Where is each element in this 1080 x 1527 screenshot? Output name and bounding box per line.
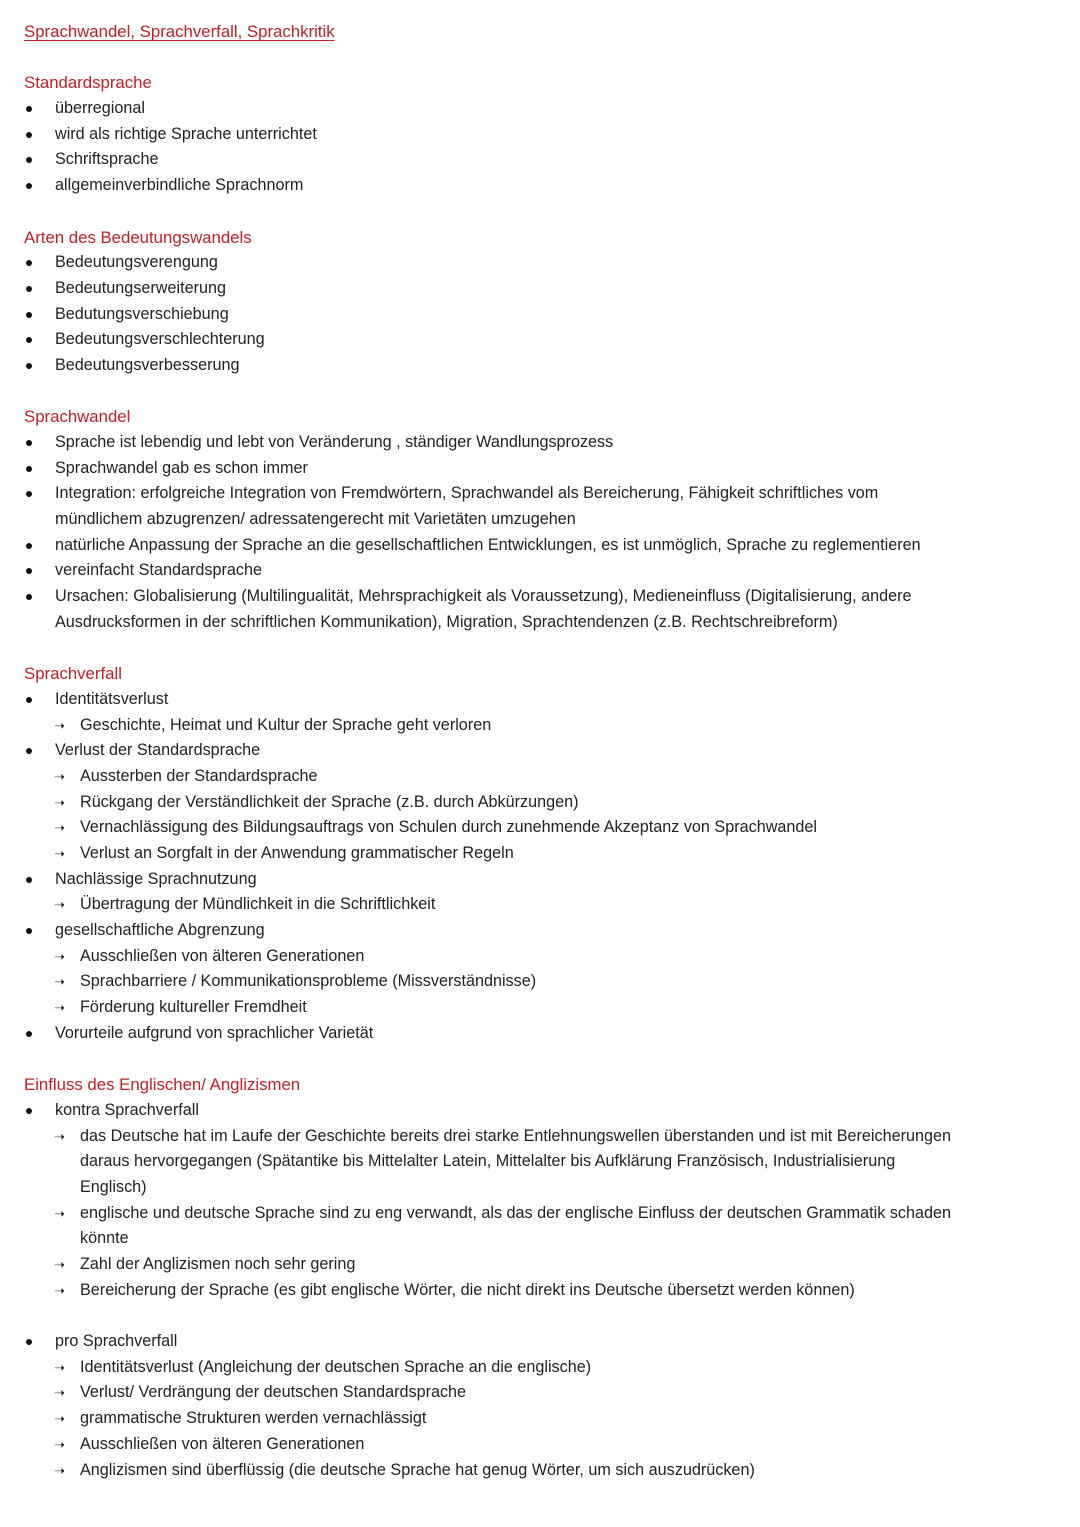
item-text: Ausschließen von älteren Generationen (80, 946, 365, 965)
item-text: kontra Sprachverfall (55, 1100, 199, 1119)
item-text: Schriftsprache (55, 150, 159, 169)
arrow-right-icon: ➝ (54, 974, 65, 990)
bullet-item (0, 867, 1080, 893)
spacer (0, 379, 1080, 405)
spacer (0, 1047, 1080, 1073)
document-title: Sprachwandel, Sprachverfall, Sprachkritik (24, 22, 335, 41)
item-text: Rückgang der Verständlichkeit der Sprache (z.B. durch Abkürzungen) (80, 792, 579, 811)
item-text: wird als richtige Sprache unterrichtet (55, 124, 317, 143)
bullet-item (0, 507, 1080, 533)
arrow-right-icon: ➝ (54, 1128, 65, 1144)
arrow-right-icon: ➝ (54, 717, 65, 733)
item-text: Ursachen: Globalisierung (Multilingualität, Mehrsprachigkeit als Voraussetzung), Medieneinfluss (Digitalisierung, andere (55, 587, 912, 606)
item-text: Nachlässige Sprachnutzung (55, 869, 257, 888)
bullet-icon (26, 106, 32, 112)
item-text: allgemeinverbindliche Sprachnorm (55, 176, 304, 195)
item-text: Übertragung der Mündlichkeit in die Schriftlichkeit (80, 895, 436, 914)
item-text: Verlust/ Verdrängung der deutschen Standardsprache (80, 1383, 467, 1402)
item-text: pro Sprachverfall (55, 1332, 178, 1351)
bullet-item (0, 1021, 1080, 1047)
arrow-right-icon: ➝ (54, 768, 65, 784)
arrow-right-icon: ➝ (54, 1462, 65, 1478)
section (0, 661, 1080, 1046)
bullet-icon (26, 568, 32, 574)
bullet-item (0, 276, 1080, 302)
bullet-item (0, 918, 1080, 944)
arrow-item (0, 764, 1080, 790)
section (0, 70, 1080, 198)
bullet-icon (26, 466, 32, 472)
arrow-item (0, 969, 1080, 995)
section-heading: Einfluss des Englischen/ Anglizismen (24, 1075, 301, 1095)
bullet-icon (26, 337, 32, 343)
arrow-item (0, 1149, 1080, 1175)
bullet-icon (26, 928, 32, 934)
bullet-item (0, 1329, 1080, 1355)
bullet-item (0, 250, 1080, 276)
bullet-item (0, 302, 1080, 328)
bullet-icon (26, 697, 32, 703)
spacer (0, 45, 1080, 71)
bullet-item (0, 353, 1080, 379)
bullet-item (0, 173, 1080, 199)
item-text: könnte (80, 1229, 129, 1248)
bullet-item (0, 122, 1080, 148)
spacer (0, 199, 1080, 225)
arrow-right-icon: ➝ (54, 820, 65, 836)
item-text: das Deutsche hat im Laufe der Geschichte bereits drei starke Entlehnungswellen überstanden und ist mit Bereicherungen (80, 1126, 952, 1145)
item-text: Bereicherung der Sprache (es gibt englische Wörter, die nicht direkt ins Deutsche übersetzt werden können) (80, 1280, 855, 1299)
sections (0, 45, 1080, 1484)
arrow-item (0, 892, 1080, 918)
arrow-item (0, 1278, 1080, 1304)
bullet-item (0, 430, 1080, 456)
arrow-item (0, 1458, 1080, 1484)
item-text: Sprachbarriere / Kommunikationsprobleme (Missverständnisse) (80, 972, 537, 991)
arrow-item (0, 841, 1080, 867)
item-text: englische und deutsche Sprache sind zu eng verwandt, als das der englische Einfluss der deutschen Grammatik schaden (80, 1203, 952, 1222)
item-text: Bedeutungsverschlechterung (55, 330, 265, 349)
bullet-item (0, 96, 1080, 122)
item-text: Ausdrucksformen in der schriftlichen Kommunikation), Migration, Sprachtendenzen (z.B. Rechtschreibreform) (55, 612, 838, 631)
item-text: Vernachlässigung des Bildungsauftrags von Schulen durch zunehmende Akzeptanz von Sprachwandel (80, 818, 818, 837)
bullet-item (0, 687, 1080, 713)
bullet-icon (26, 877, 32, 883)
bullet-item (0, 481, 1080, 507)
bullet-item (0, 738, 1080, 764)
arrow-item (0, 790, 1080, 816)
item-text: natürliche Anpassung der Sprache an die gesellschaftlichen Entwicklungen, es ist unmöglich, Sprache zu reglementieren (55, 535, 921, 554)
item-text: Verlust an Sorgfalt in der Anwendung grammatischer Regeln (80, 844, 514, 862)
spacer (0, 1303, 1080, 1329)
arrow-right-icon: ➝ (54, 1000, 65, 1016)
bullet-item (0, 533, 1080, 559)
bullet-icon (26, 1108, 32, 1114)
section-heading: Arten des Bedeutungswandels (24, 227, 252, 247)
arrow-right-icon: ➝ (54, 1436, 65, 1452)
spacer (0, 636, 1080, 662)
item-text: Identitätsverlust (Angleichung der deutschen Sprache an die englische) (80, 1357, 592, 1376)
item-text: mündlichem abzugrenzen/ adressatengerecht mit Varietäten umzugehen (55, 510, 576, 529)
bullet-icon (26, 132, 32, 138)
section-heading: Sprachwandel (24, 407, 131, 427)
item-text: Bedeutungserweiterung (55, 278, 226, 297)
arrow-right-icon: ➝ (54, 948, 65, 964)
item-text: Englisch) (80, 1177, 147, 1196)
section-heading: Sprachverfall (24, 664, 122, 684)
arrow-right-icon: ➝ (54, 1205, 65, 1221)
arrow-item (0, 1226, 1080, 1252)
item-text: Anglizismen sind überflüssig (die deutsche Sprache hat genug Wörter, um sich auszudrücken) (80, 1460, 755, 1479)
arrow-item (0, 1406, 1080, 1432)
arrow-item (0, 1380, 1080, 1406)
item-text: Integration: erfolgreiche Integration von Fremdwörtern, Sprachwandel als Bereicherung, Fähigkeit schriftliches vom (55, 484, 879, 503)
item-text: Förderung kultureller Fremdheit (80, 998, 307, 1017)
arrow-right-icon: ➝ (54, 1257, 65, 1272)
bullet-icon (26, 440, 32, 446)
item-text: gesellschaftliche Abgrenzung (55, 921, 265, 940)
arrow-item (0, 1175, 1080, 1201)
item-text: Vorurteile aufgrund von sprachlicher Varietät (55, 1023, 374, 1042)
bullet-item (0, 147, 1080, 173)
bullet-icon (26, 594, 32, 600)
arrow-right-icon: ➝ (54, 1359, 65, 1375)
item-text: grammatische Strukturen werden vernachlässigt (80, 1409, 427, 1428)
bullet-item (0, 584, 1080, 610)
bullet-icon (26, 183, 32, 189)
bullet-icon (26, 748, 32, 754)
document (0, 19, 1080, 1483)
bullet-icon (26, 1031, 32, 1037)
arrow-item (0, 944, 1080, 970)
item-text: Bedeutungsverbesserung (55, 355, 240, 374)
item-text: Aussterben der Standardsprache (80, 766, 318, 785)
arrow-right-icon: ➝ (54, 897, 65, 913)
section (0, 225, 1080, 379)
arrow-item (0, 1355, 1080, 1381)
section (0, 1072, 1080, 1483)
item-text: Zahl der Anglizismen noch sehr gering (80, 1255, 356, 1273)
arrow-item (0, 713, 1080, 739)
item-text: Bedeutungsverengung (55, 253, 218, 272)
bullet-item (0, 456, 1080, 482)
item-text: Sprachwandel gab es schon immer (55, 458, 308, 477)
arrow-right-icon: ➝ (54, 1282, 65, 1298)
bullet-icon (26, 543, 32, 549)
bullet-item (0, 327, 1080, 353)
bullet-icon (26, 363, 32, 369)
item-text: Bedutungsverschiebung (55, 304, 229, 323)
bullet-icon (26, 157, 32, 163)
arrow-item (0, 815, 1080, 841)
bullet-icon (26, 491, 32, 497)
arrow-right-icon: ➝ (54, 794, 65, 810)
bullet-icon (26, 312, 32, 318)
bullet-icon (26, 1339, 32, 1345)
bullet-item (0, 610, 1080, 636)
item-text: Verlust der Standardsprache (55, 741, 261, 760)
arrow-right-icon: ➝ (54, 1385, 65, 1401)
arrow-right-icon: ➝ (54, 846, 65, 861)
arrow-item (0, 1432, 1080, 1458)
bullet-item (0, 1098, 1080, 1124)
item-text: Ausschließen von älteren Generationen (80, 1434, 365, 1453)
item-text: überregional (55, 99, 145, 118)
section-heading: Standardsprache (24, 73, 152, 93)
arrow-item (0, 995, 1080, 1021)
section (0, 404, 1080, 635)
bullet-item (0, 558, 1080, 584)
item-text: Sprache ist lebendig und lebt von Veränderung , ständiger Wandlungsprozess (55, 433, 614, 451)
bullet-icon (26, 260, 32, 266)
item-text: vereinfacht Standardsprache (55, 561, 262, 580)
bullet-icon (26, 286, 32, 292)
arrow-item (0, 1201, 1080, 1227)
item-text: daraus hervorgegangen (Spätantike bis Mittelalter Latein, Mittelalter bis Aufklärung Französisch, Industrialisierung (80, 1152, 896, 1171)
item-text: Identitätsverlust (55, 689, 169, 708)
item-text: Geschichte, Heimat und Kultur der Sprache geht verloren (80, 715, 492, 734)
arrow-right-icon: ➝ (54, 1411, 65, 1427)
arrow-item (0, 1124, 1080, 1150)
arrow-item (0, 1252, 1080, 1278)
